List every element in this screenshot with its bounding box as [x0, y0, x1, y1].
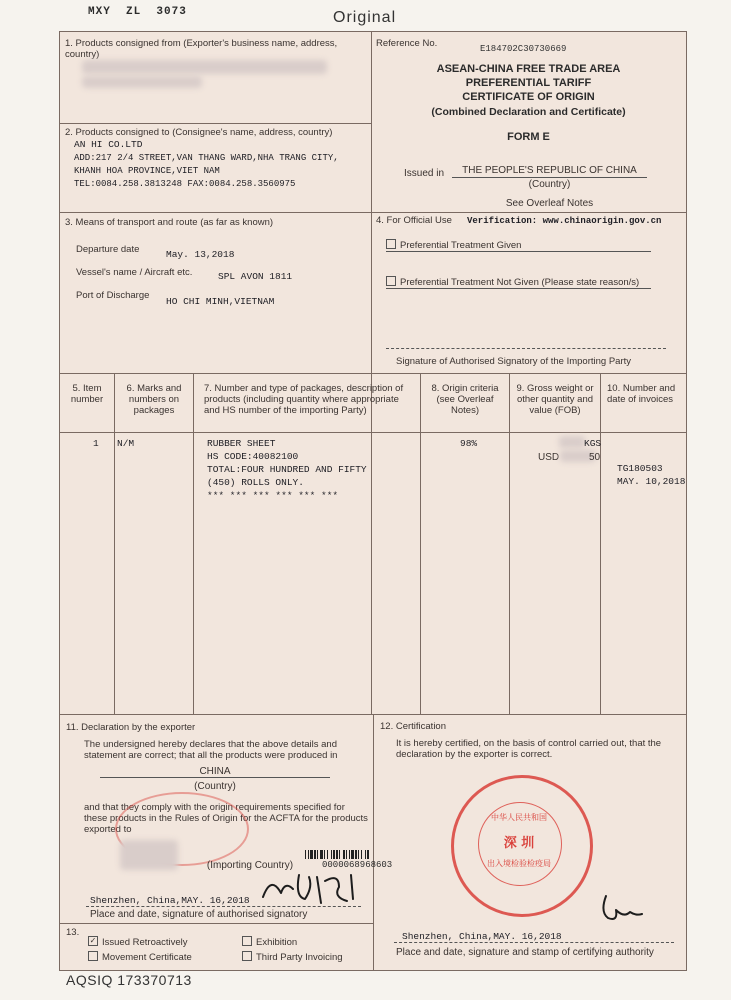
certification-text: It is hereby certified, on the basis of control carried out, that the declaration by the exporter is correct. — [396, 738, 662, 760]
vessel-name: SPL AVON 1811 — [218, 271, 293, 282]
barcode-bar — [305, 850, 306, 859]
col-origin-criteria: 8. Origin criteria (see Overleaf Notes) — [431, 383, 499, 416]
barcode-bar — [361, 850, 362, 859]
issued-in-country-label: (Country) — [528, 179, 571, 190]
issued-retroactively-label: Issued Retroactively — [102, 937, 188, 948]
declaration-text2: and that they comply with the origin requirements specified for these products in the Rules of Origin for the ACFTA for the products exported to — [84, 802, 368, 835]
certifying-authority-stamp — [451, 775, 593, 917]
col-marks: 6. Marks and numbers on packages — [126, 383, 182, 416]
verification-url: Verification: www.chinaorigin.gov.cn — [467, 216, 662, 226]
serial-code: MXY ZL 3073 — [88, 6, 187, 18]
consignee-phone: TEL:0084.258.3813248 FAX:0084.258.3560975 — [74, 179, 296, 189]
pref-not-given-label: Preferential Treatment Not Given (Please state reason/s) — [400, 277, 640, 288]
barcode-bar — [317, 850, 318, 859]
opt-issued-retroactively[interactable] — [88, 937, 188, 948]
barcode-number: 0000068968603 — [322, 860, 393, 870]
barcode-bar — [336, 850, 338, 859]
col-item-number: 5. Item number — [70, 383, 104, 405]
opt-exhibition[interactable] — [242, 937, 297, 948]
barcode-bar — [310, 850, 313, 859]
movement-certificate-checkbox[interactable] — [88, 951, 98, 961]
invoice-number: TG180503 — [617, 463, 663, 474]
barcode-bar — [355, 850, 357, 859]
port-label: Port of Discharge — [76, 290, 150, 301]
redacted-weight — [559, 436, 585, 448]
title-line2: PREFERENTIAL TARIFF — [465, 77, 592, 89]
importing-signature-label: Signature of Authorised Signatory of the Importing Party — [396, 356, 631, 367]
box12-label: 12. Certification — [380, 721, 447, 732]
box1-label: 1. Products consigned from (Exporter's business name, address, country) — [65, 38, 338, 60]
box2-label: 2. Products consigned to (Consignee's name, address, country) — [65, 127, 333, 138]
stamp-cn-line1: 中华人民共和国 — [491, 813, 547, 822]
title-line4: (Combined Declaration and Certificate) — [431, 106, 626, 118]
produced-in-country: CHINA — [100, 766, 330, 778]
importing-signature-line — [386, 348, 666, 349]
form-e-label: FORM E — [507, 131, 550, 143]
item-marks: N/M — [117, 438, 135, 449]
issued-retroactively-checkbox[interactable]: ✓ — [89, 936, 97, 946]
exporter-signature-line — [86, 906, 361, 907]
item-desc-line3: TOTAL:FOUR HUNDRED AND FIFTY — [207, 464, 367, 475]
consignee-address: ADD:217 2/4 STREET,VAN THANG WARD,NHA TRANG CITY, — [74, 153, 339, 163]
redacted-importing-country — [120, 840, 178, 870]
pref-not-given-option[interactable] — [386, 277, 651, 289]
box4-label: 4. For Official Use — [376, 215, 452, 226]
issued-in-value: THE PEOPLE'S REPUBLIC OF CHINA — [452, 165, 647, 178]
barcode-bar — [339, 850, 340, 859]
col-gross-weight: 9. Gross weight or other quantity and value (FOB) — [516, 383, 594, 416]
third-party-invoicing-checkbox[interactable] — [242, 951, 252, 961]
barcode-bar — [351, 850, 354, 859]
declaration-text1: The undersigned hereby declares that the above details and statement are correct; that all the products were produced in — [84, 739, 338, 761]
barcode-bar — [365, 850, 366, 859]
pref-given-label: Preferential Treatment Given — [400, 240, 522, 251]
departure-date: May. 13,2018 — [166, 249, 235, 260]
barcode-bar — [346, 850, 347, 859]
barcode-bar — [308, 850, 309, 859]
barcode-bar — [333, 850, 335, 859]
pref-given-checkbox[interactable] — [386, 239, 396, 249]
opt-movement-certificate[interactable] — [88, 952, 192, 963]
item-desc-line5: *** *** *** *** *** *** — [207, 490, 339, 501]
movement-certificate-label: Movement Certificate — [102, 952, 192, 963]
col-invoices: 10. Number and date of invoices — [607, 383, 676, 405]
barcode-bar — [320, 850, 323, 859]
barcode-bar — [314, 850, 316, 859]
produced-in-country-label: (Country) — [194, 781, 236, 792]
pref-given-option[interactable] — [386, 240, 651, 252]
form-e-certificate — [59, 31, 687, 971]
value-amount: 50 — [589, 452, 601, 463]
original-title: Original — [333, 9, 397, 26]
item-desc-line2: HS CODE:40082100 — [207, 451, 299, 462]
redacted-exporter-address — [82, 76, 202, 88]
port-of-discharge: HO CHI MINH,VIETNAM — [166, 296, 275, 307]
certifier-footer-label: Place and date, signature and stamp of certifying authority — [396, 947, 654, 958]
box3-label: 3. Means of transport and route (as far as known) — [65, 217, 274, 228]
origin-criteria-value: 98% — [460, 438, 478, 449]
aqsiq-number: AQSIQ 173370713 — [66, 972, 192, 988]
stamp-cn-line2: 深 圳 — [503, 836, 535, 851]
redacted-exporter — [82, 60, 327, 74]
barcode-bar — [358, 850, 359, 859]
certifier-signature-line — [394, 942, 674, 943]
stamp-cn-line3: 出入境检验检疫局 — [487, 859, 551, 868]
consignee-province: KHANH HOA PROVINCE,VIET NAM — [74, 166, 220, 176]
box11-label: 11. Declaration by the exporter — [66, 722, 196, 733]
exporter-footer-label: Place and date, signature of authorised signatory — [90, 909, 308, 920]
weight-unit: KGS — [584, 438, 602, 449]
issued-in-label: Issued in — [404, 168, 445, 179]
exhibition-label: Exhibition — [256, 937, 298, 948]
item-number: 1 — [93, 438, 99, 449]
consignee-name: AN HI CO.LTD — [74, 139, 143, 150]
item-desc-line4: (450) ROLLS ONLY. — [207, 477, 304, 488]
box13-label: 13. — [66, 927, 80, 938]
importing-country-label: (Importing Country) — [206, 860, 294, 871]
barcode-bar — [327, 850, 328, 859]
exporter-signature — [255, 867, 365, 907]
vessel-label: Vessel's name / Aircraft etc. — [76, 267, 193, 278]
barcode-bar — [367, 850, 369, 859]
third-party-invoicing-label: Third Party Invoicing — [256, 952, 343, 963]
title-line1: ASEAN-CHINA FREE TRADE AREA — [436, 63, 621, 75]
barcode-bar — [324, 850, 325, 859]
value-currency: USD — [538, 452, 560, 463]
barcode-bar — [349, 850, 350, 859]
certifier-place-date: Shenzhen, China,MAY. 16,2018 — [402, 931, 562, 942]
reference-number: E184702C30730669 — [480, 44, 567, 54]
pref-not-given-checkbox[interactable] — [386, 276, 396, 286]
barcode-bar — [331, 850, 332, 859]
opt-third-party-invoicing[interactable] — [242, 952, 343, 963]
title-line3: CERTIFICATE OF ORIGIN — [462, 91, 595, 103]
exporter-place-date: Shenzhen, China,MAY. 16,2018 — [90, 895, 250, 906]
exhibition-checkbox[interactable] — [242, 936, 252, 946]
item-desc-line1: RUBBER SHEET — [207, 438, 276, 449]
certifier-signature — [596, 892, 646, 928]
departure-label: Departure date — [76, 244, 140, 255]
see-overleaf-notes: See Overleaf Notes — [505, 198, 594, 209]
reference-label: Reference No. — [376, 38, 438, 49]
col-description: 7. Number and type of packages, description of products (including quantity where appropriate and HS number of the importing Party) — [204, 383, 404, 416]
invoice-date: MAY. 10,2018 — [617, 476, 686, 487]
barcode-bar — [343, 850, 345, 859]
